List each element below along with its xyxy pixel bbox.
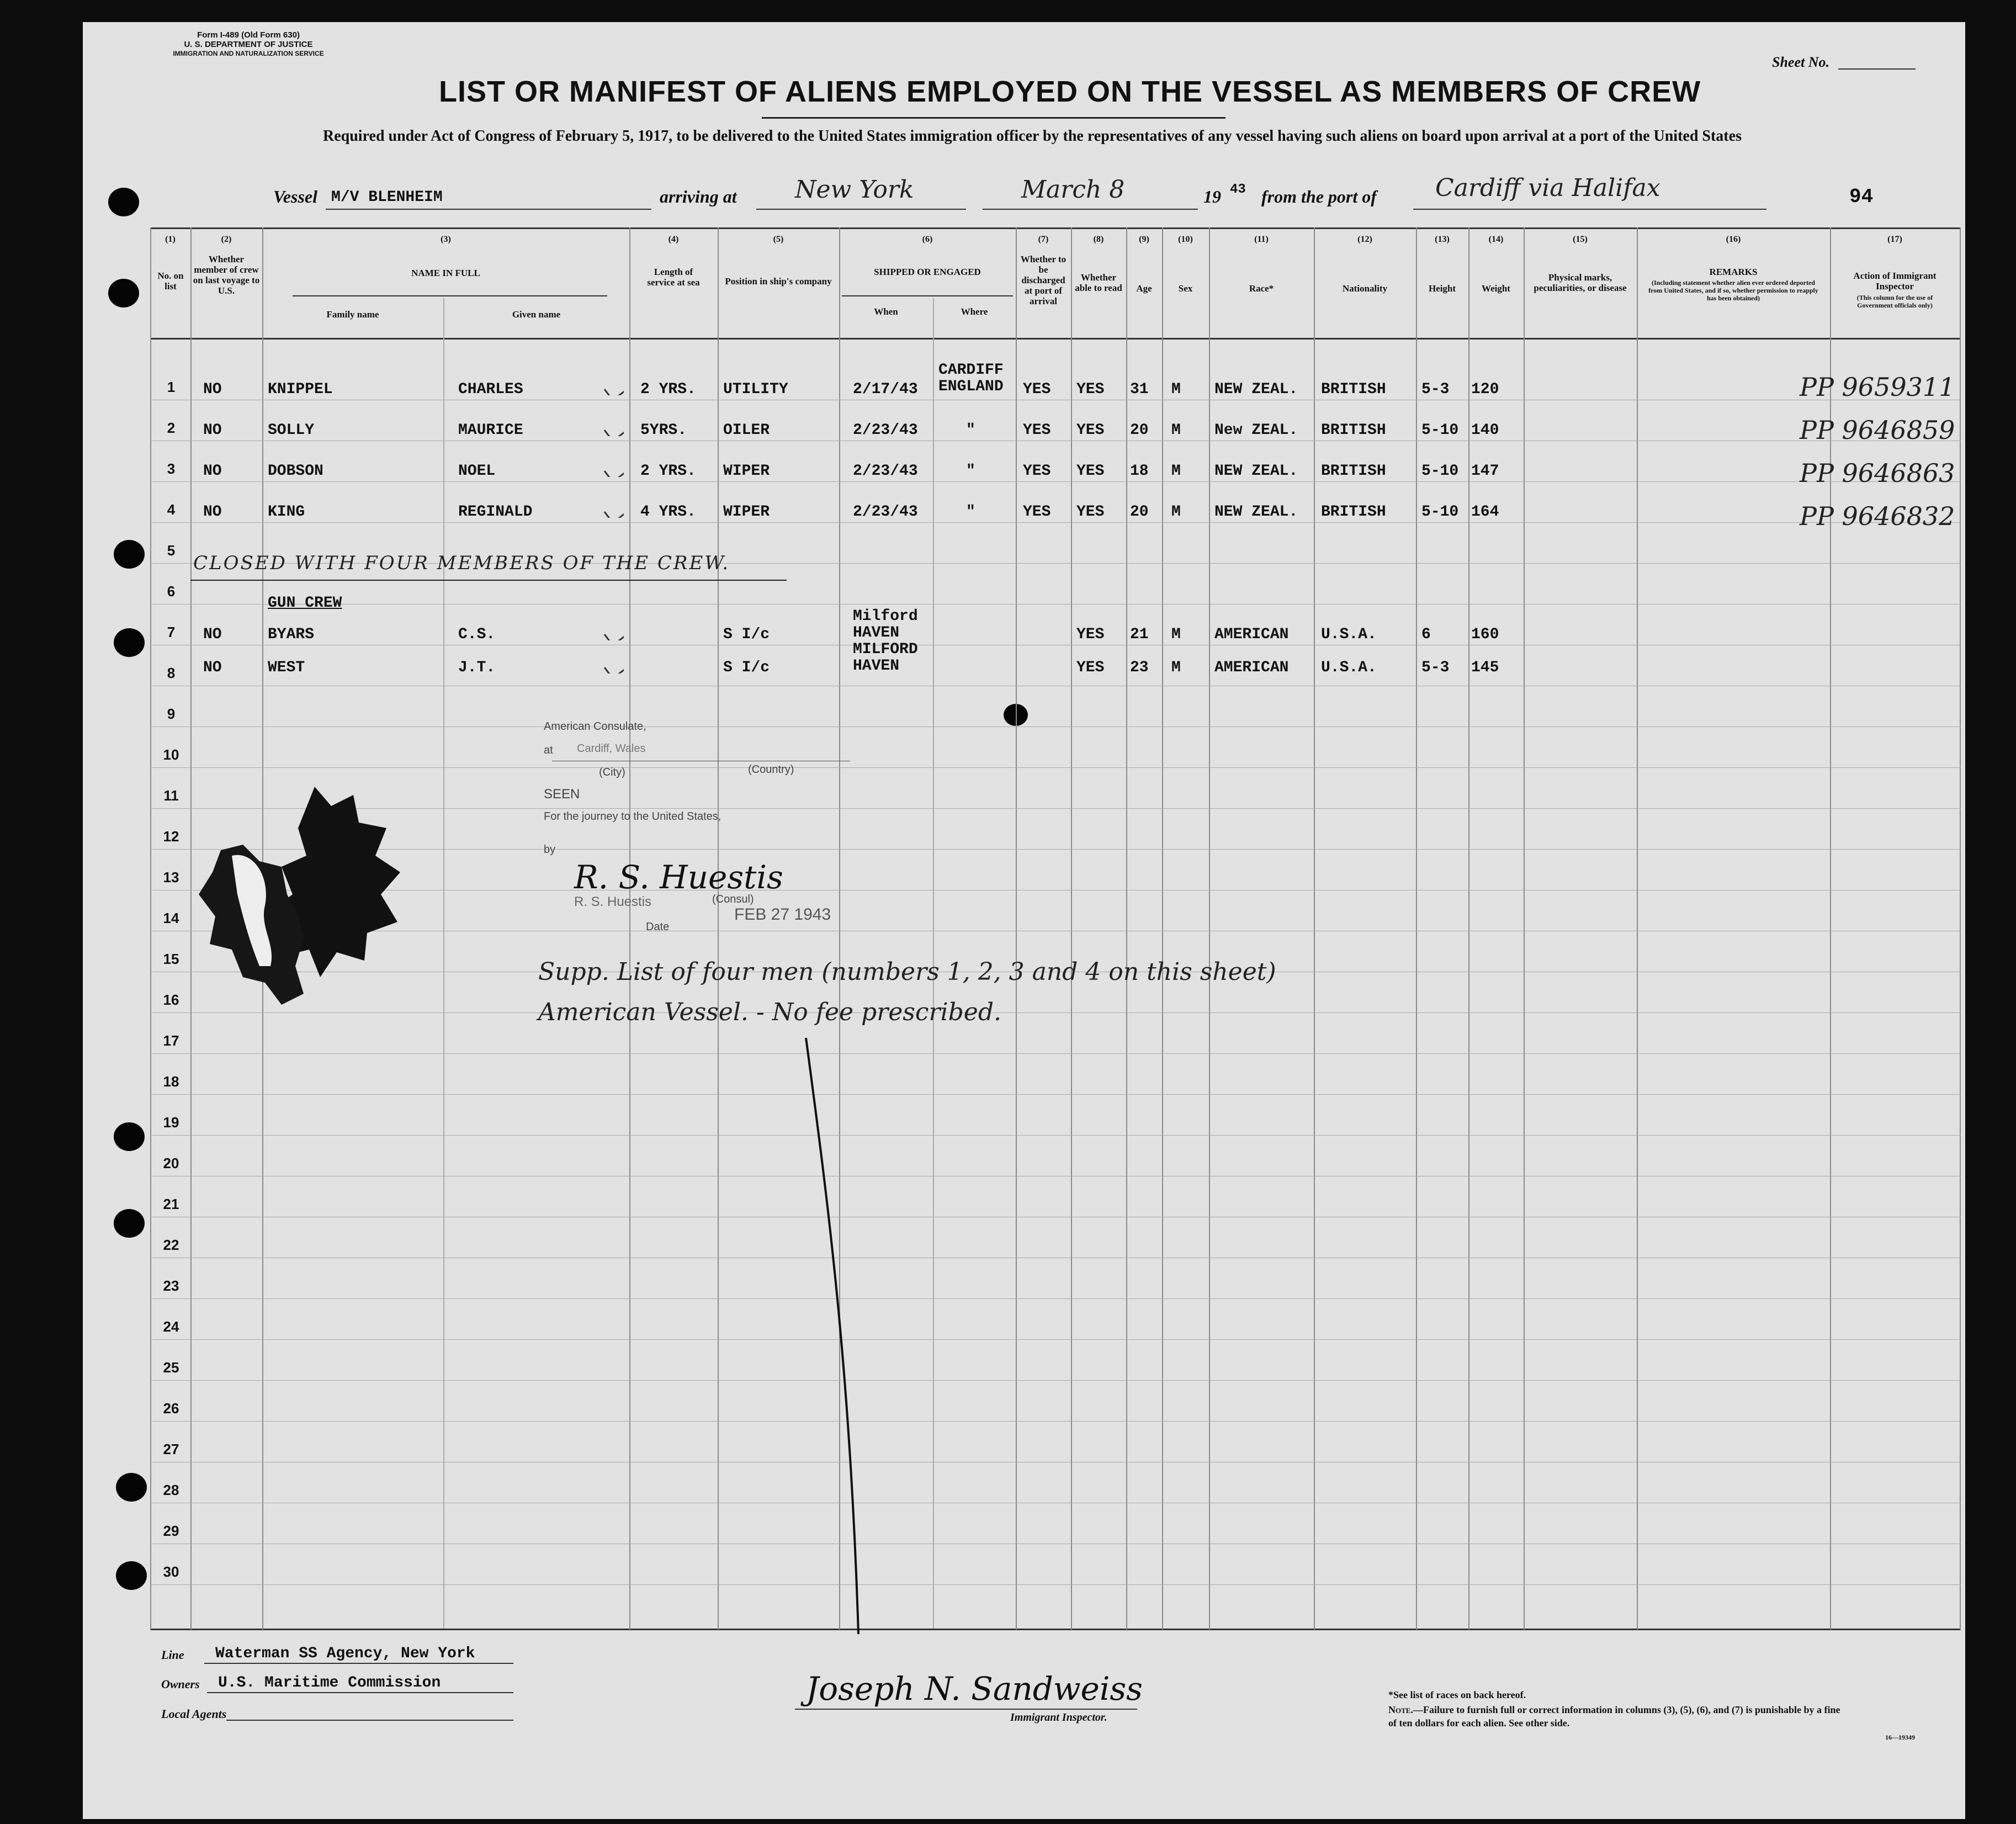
cell-height: 5-10 <box>1421 422 1459 439</box>
closed-note: CLOSED WITH FOUR MEMBERS OF THE CREW. <box>193 552 730 574</box>
cell-member: NO <box>203 422 222 439</box>
cell-position: S I/c <box>723 659 770 676</box>
column-line <box>443 298 444 1629</box>
cell-age: 21 <box>1130 626 1149 643</box>
row-line <box>150 522 1961 523</box>
row-number: 20 <box>163 1155 179 1171</box>
cell-read: YES <box>1076 626 1105 643</box>
cell-member: NO <box>203 626 222 643</box>
row-number: 27 <box>163 1441 179 1457</box>
cell-nationality: BRITISH <box>1321 422 1386 439</box>
column-number: (10) <box>1178 235 1193 244</box>
header-position: Position in ship's company <box>725 276 832 287</box>
stamp-date-label: Date <box>646 921 670 933</box>
cell-read: YES <box>1076 381 1105 398</box>
stamp-country-label: (Country) <box>748 763 794 776</box>
name-header-rule <box>293 295 607 296</box>
row-line <box>150 1135 1961 1136</box>
cell-given: C.S. <box>458 626 496 643</box>
arriving-place: New York <box>795 176 914 204</box>
cell-discharged: YES <box>1023 422 1051 439</box>
stamp-date: FEB 27 1943 <box>734 905 831 924</box>
sheet-number-label: Sheet No. <box>1772 54 1829 70</box>
cell-read: YES <box>1076 463 1105 480</box>
header-discharged: Whether to be discharged at port of arrival <box>1020 254 1067 306</box>
column-line <box>1016 227 1017 1630</box>
column-line <box>1314 227 1315 1630</box>
page-number: 94 <box>1849 185 1874 208</box>
consul-signature: R. S. Huestis <box>574 858 783 896</box>
cell-when: 2/23/43 <box>853 503 918 521</box>
row-number: 2 <box>167 420 176 436</box>
cell-weight: 164 <box>1471 503 1499 521</box>
row-line <box>150 481 1961 482</box>
row-number: 18 <box>163 1073 179 1090</box>
sheet-number-line <box>1838 68 1916 70</box>
header-race: Race* <box>1249 283 1274 294</box>
header-physical: Physical marks, peculiarities, or disease <box>1534 272 1627 293</box>
from-port-label: from the port of <box>1261 187 1377 206</box>
vessel-underline <box>326 209 651 210</box>
check-mark-icon <box>602 492 624 518</box>
stamp-city: Cardiff, Wales <box>577 743 646 755</box>
row-number: 25 <box>163 1359 179 1376</box>
note-text: —Failure to furnish full or correct information in columns (3), (5), (6), and (7) is punishable by a fine of ten dollars for each alien. See other side. <box>1388 1704 1840 1728</box>
row-number: 16 <box>163 991 179 1008</box>
punch-hole <box>114 540 145 569</box>
cell-action: PP 9659311 <box>1800 372 1955 402</box>
column-line <box>1162 227 1163 1630</box>
cell-position: OILER <box>723 422 770 439</box>
cell-nationality: BRITISH <box>1321 503 1386 521</box>
cell-age: 18 <box>1130 463 1149 480</box>
cell-given: NOEL <box>458 463 496 480</box>
punch-hole <box>116 1561 147 1590</box>
arriving-underline <box>756 209 966 210</box>
cell-age: 20 <box>1130 422 1149 439</box>
row-number: 14 <box>163 910 179 926</box>
column-line <box>1637 227 1638 1630</box>
consular-seal <box>188 784 431 1016</box>
column-number: (3) <box>441 235 451 244</box>
cell-family: KING <box>268 503 305 521</box>
check-mark-icon <box>602 648 624 674</box>
cell-race: AMERICAN <box>1214 626 1289 643</box>
cell-when: 2/17/43 <box>853 381 918 398</box>
cell-read: YES <box>1076 503 1105 521</box>
cell-sex: M <box>1171 626 1181 643</box>
footer-owners-value: U.S. Maritime Commission <box>218 1674 441 1692</box>
cell-position: WIPER <box>723 463 770 480</box>
from-port-underline <box>1413 209 1766 210</box>
row-line <box>150 1339 1961 1340</box>
cell-length: 2 YRS. <box>640 381 696 398</box>
cell-where: " <box>966 463 975 480</box>
closed-note-underline <box>190 580 787 581</box>
row-number: 5 <box>167 542 176 559</box>
row-number: 19 <box>163 1114 179 1131</box>
table-top-border <box>150 227 1961 229</box>
cell-family: DOBSON <box>268 463 323 480</box>
note-label: Note. <box>1388 1704 1413 1715</box>
header-length-service: Length of service at sea <box>647 267 700 288</box>
footer-agents-label: Local Agents <box>161 1707 227 1721</box>
check-mark-icon <box>602 370 624 395</box>
column-line <box>1126 227 1127 1630</box>
header-name-in-full: NAME IN FULL <box>411 268 480 278</box>
row-number: 21 <box>163 1196 179 1212</box>
row-number: 10 <box>163 746 179 763</box>
cell-weight: 140 <box>1471 422 1499 439</box>
cell-position: UTILITY <box>723 381 788 398</box>
stamp-consul-label: (Consul) <box>712 893 754 905</box>
row-number: 8 <box>167 665 176 681</box>
row-number: 28 <box>163 1482 179 1498</box>
column-number: (5) <box>773 235 784 244</box>
header-when: When <box>874 306 898 317</box>
column-number: (13) <box>1435 235 1450 244</box>
cell-age: 20 <box>1130 503 1149 521</box>
row-number: 23 <box>163 1277 179 1294</box>
arriving-label: arriving at <box>660 187 737 206</box>
row-number: 7 <box>167 624 176 640</box>
row-line <box>150 1421 1961 1422</box>
column-number: (1) <box>165 235 176 244</box>
cell-discharged: YES <box>1023 463 1051 480</box>
page-title: LIST OR MANIFEST OF ALIENS EMPLOYED ON THE VESSEL AS MEMBERS OF CREW <box>439 75 1701 108</box>
header-weight: Weight <box>1482 283 1510 294</box>
form-header <box>149 30 348 59</box>
cell-race: New ZEAL. <box>1214 422 1298 439</box>
column-number: (7) <box>1038 235 1049 244</box>
cell-action: PP 9646832 <box>1800 501 1955 531</box>
column-line <box>629 227 630 1630</box>
header-height: Height <box>1428 283 1456 294</box>
check-mark-icon <box>602 411 624 436</box>
row-number: 15 <box>163 951 179 967</box>
cell-given: REGINALD <box>458 503 533 521</box>
footer-owners-rule <box>207 1692 513 1693</box>
column-number: (2) <box>221 235 232 244</box>
cell-height: 5-10 <box>1421 463 1459 480</box>
column-number: (16) <box>1726 235 1741 244</box>
header-able-read: Whether able to read <box>1075 272 1122 293</box>
cell-given: J.T. <box>458 659 496 676</box>
cell-age: 23 <box>1130 659 1149 676</box>
stamp-consulate: American Consulate, <box>544 720 646 733</box>
inspector-signature: Joseph N. Sandweiss <box>806 1670 1143 1708</box>
cell-family: WEST <box>268 659 305 676</box>
header-where: Where <box>961 306 988 317</box>
column-number: (14) <box>1488 235 1504 244</box>
cell-member: NO <box>203 503 222 521</box>
title-rule <box>762 117 1225 119</box>
row-number: 22 <box>163 1237 179 1253</box>
table-bottom-border <box>150 1629 1961 1630</box>
column-line <box>150 227 151 1630</box>
cell-weight: 147 <box>1471 463 1499 480</box>
cell-when: 2/23/43 <box>853 422 918 439</box>
cell-nationality: BRITISH <box>1321 463 1386 480</box>
column-line <box>1416 227 1417 1630</box>
header-whether-member: Whether member of crew on last voyage to U.S. <box>193 254 260 296</box>
cell-height: 5-3 <box>1421 659 1450 676</box>
row-number: 17 <box>163 1032 179 1049</box>
header-nationality: Nationality <box>1342 283 1388 294</box>
row-number: 13 <box>163 869 179 886</box>
row-number: 3 <box>167 460 176 477</box>
cell-read: YES <box>1076 659 1105 676</box>
year-prefix: 19 <box>1203 187 1221 206</box>
punch-hole <box>108 188 139 216</box>
column-number: (9) <box>1139 235 1149 244</box>
cell-action: PP 9646859 <box>1800 415 1955 445</box>
fine-note <box>1388 1703 1847 1730</box>
stamp-journey: For the journey to the United States, <box>544 810 721 823</box>
arrival-date: March 8 <box>1021 176 1125 204</box>
cell-read: YES <box>1076 422 1105 439</box>
row-number: 11 <box>163 787 179 804</box>
form-number: Form I-489 (Old Form 630) <box>197 30 300 40</box>
row-number: 30 <box>163 1563 179 1580</box>
cell-height: 5-10 <box>1421 503 1459 521</box>
cell-height: 5-3 <box>1421 381 1450 398</box>
cell-family: SOLLY <box>268 422 315 439</box>
cell-family: BYARS <box>268 626 315 643</box>
service-name: IMMIGRATION AND NATURALIZATION SERVICE <box>173 50 324 57</box>
handwritten-note: American Vessel. - No fee prescribed. <box>538 998 1001 1026</box>
cell-weight: 145 <box>1471 659 1499 676</box>
punch-hole <box>108 279 139 307</box>
cell-sex: M <box>1171 463 1181 480</box>
header-remarks: REMARKS <box>1709 267 1758 277</box>
footer-line-rule <box>204 1663 513 1664</box>
header-remarks-sub: (Including statement whether alien ever ordered deported from United States, and if so, whether permission to reapply has been obtained) <box>1648 279 1818 302</box>
row-number: 24 <box>163 1318 179 1335</box>
row-number: 9 <box>167 706 176 722</box>
races-note: *See list of races on back hereof. <box>1388 1689 1526 1700</box>
page-subtitle: Required under Act of Congress of February 5, 1917, to be delivered to the United States immigration officer by the representatives of any vessel having such aliens on board upon arrival at a port of the United States <box>323 128 1742 145</box>
date-underline <box>983 209 1198 210</box>
cell-race: NEW ZEAL. <box>1214 463 1298 480</box>
cell-age: 31 <box>1130 381 1149 398</box>
footer-agents-rule <box>226 1720 513 1721</box>
column-line <box>1524 227 1525 1630</box>
cell-length: 5YRS. <box>640 422 687 439</box>
cell-where: " <box>966 503 975 521</box>
punch-hole <box>116 1473 147 1502</box>
cell-position: WIPER <box>723 503 770 521</box>
cell-nationality: U.S.A. <box>1321 626 1377 643</box>
cell-member: NO <box>203 463 222 480</box>
footer-owners-label: Owners <box>161 1677 200 1691</box>
gun-crew-label: GUN CREW <box>268 595 342 612</box>
row-line <box>150 1094 1961 1095</box>
row-number: 12 <box>163 828 179 845</box>
cell-nationality: BRITISH <box>1321 381 1386 398</box>
column-number: (11) <box>1254 235 1269 244</box>
cell-when: 2/23/43 <box>853 463 918 480</box>
cell-position: S I/c <box>723 626 770 643</box>
stamp-at-label: at <box>544 744 553 756</box>
row-number: 6 <box>167 583 176 600</box>
inspector-rule <box>795 1709 1137 1710</box>
handwritten-note: Supp. List of four men (numbers 1, 2, 3 and 4 on this sheet) <box>538 958 1276 986</box>
row-line <box>150 1380 1961 1381</box>
cell-where: CARDIFF ENGLAND <box>938 362 1004 395</box>
check-mark-icon <box>602 615 624 640</box>
column-number: (17) <box>1887 235 1902 244</box>
cell-nationality: U.S.A. <box>1321 659 1377 676</box>
header-age: Age <box>1136 283 1152 294</box>
pen-stroke <box>795 1038 905 1645</box>
cell-sex: M <box>1171 659 1181 676</box>
row-number: 26 <box>163 1400 179 1417</box>
cell-family: KNIPPEL <box>268 381 333 398</box>
column-number: (8) <box>1093 235 1104 244</box>
column-line <box>1960 227 1961 1630</box>
punch-hole <box>114 1209 145 1238</box>
header-family-name: Family name <box>326 309 379 320</box>
row-line <box>150 1053 1961 1054</box>
column-number: (12) <box>1357 235 1372 244</box>
column-number: (6) <box>922 235 933 244</box>
row-line <box>150 1584 1961 1585</box>
department-name: U. S. DEPARTMENT OF JUSTICE <box>184 40 313 49</box>
vessel-name: M/V BLENHEIM <box>331 189 443 206</box>
cell-action: PP 9646863 <box>1800 458 1955 488</box>
year-suffix: 43 <box>1230 182 1246 197</box>
row-line <box>150 1298 1961 1299</box>
cell-member: NO <box>203 659 222 676</box>
row-line <box>150 604 1961 605</box>
header-action: Action of Immigrant Inspector <box>1853 271 1937 291</box>
cell-height: 6 <box>1421 626 1431 643</box>
table-header-border <box>150 338 1961 340</box>
stamp-seen: SEEN <box>544 787 580 802</box>
column-number: (4) <box>668 235 679 244</box>
print-code: 16—19349 <box>1885 1733 1915 1741</box>
column-line <box>1209 227 1210 1630</box>
cell-race: NEW ZEAL. <box>1214 503 1298 521</box>
footer-line-label: Line <box>161 1648 184 1662</box>
cell-discharged: YES <box>1023 381 1051 398</box>
stamp-consul-name: R. S. Huestis <box>574 894 652 909</box>
header-no-on-list: No. on list <box>157 271 184 291</box>
punch-hole <box>114 628 145 657</box>
cell-race: NEW ZEAL. <box>1214 381 1298 398</box>
cell-length: 4 YRS. <box>640 503 696 521</box>
cell-where: " <box>966 422 975 439</box>
cell-discharged: YES <box>1023 503 1051 521</box>
header-given-name: Given name <box>512 309 561 320</box>
cell-length: 2 YRS. <box>640 463 696 480</box>
check-mark-icon <box>602 452 624 477</box>
cell-weight: 120 <box>1471 381 1499 398</box>
stamp-city-label: (City) <box>599 766 625 778</box>
punch-hole <box>114 1122 145 1151</box>
cell-sex: M <box>1171 503 1181 521</box>
header-action-sub: (This column for the use of Government officials only) <box>1856 294 1933 309</box>
inspector-label: Immigrant Inspector. <box>1010 1711 1107 1724</box>
header-shipped: SHIPPED OR ENGAGED <box>874 267 981 277</box>
cell-given: MAURICE <box>458 422 523 439</box>
cell-sex: M <box>1171 381 1181 398</box>
vessel-label: Vessel <box>273 187 317 206</box>
cell-given: CHARLES <box>458 381 523 398</box>
cell-race: AMERICAN <box>1214 659 1289 676</box>
header-sex: Sex <box>1178 283 1193 294</box>
column-line <box>718 227 719 1630</box>
cell-where: Milford HAVEN <box>853 608 918 641</box>
from-port: Cardiff via Halifax <box>1435 174 1660 202</box>
footer-line-value: Waterman SS Agency, New York <box>215 1645 475 1662</box>
row-number: 4 <box>167 501 176 518</box>
row-number: 29 <box>163 1523 179 1539</box>
row-number: 1 <box>167 379 176 395</box>
column-line <box>1468 227 1469 1630</box>
shipped-header-rule <box>842 295 1013 296</box>
row-line <box>150 767 1961 768</box>
stamp-by-label: by <box>544 844 556 856</box>
cell-weight: 160 <box>1471 626 1499 643</box>
cell-sex: M <box>1171 422 1181 439</box>
cell-where: MILFORD HAVEN <box>853 641 918 675</box>
cell-member: NO <box>203 381 222 398</box>
column-number: (15) <box>1573 235 1588 244</box>
column-line <box>1071 227 1072 1630</box>
